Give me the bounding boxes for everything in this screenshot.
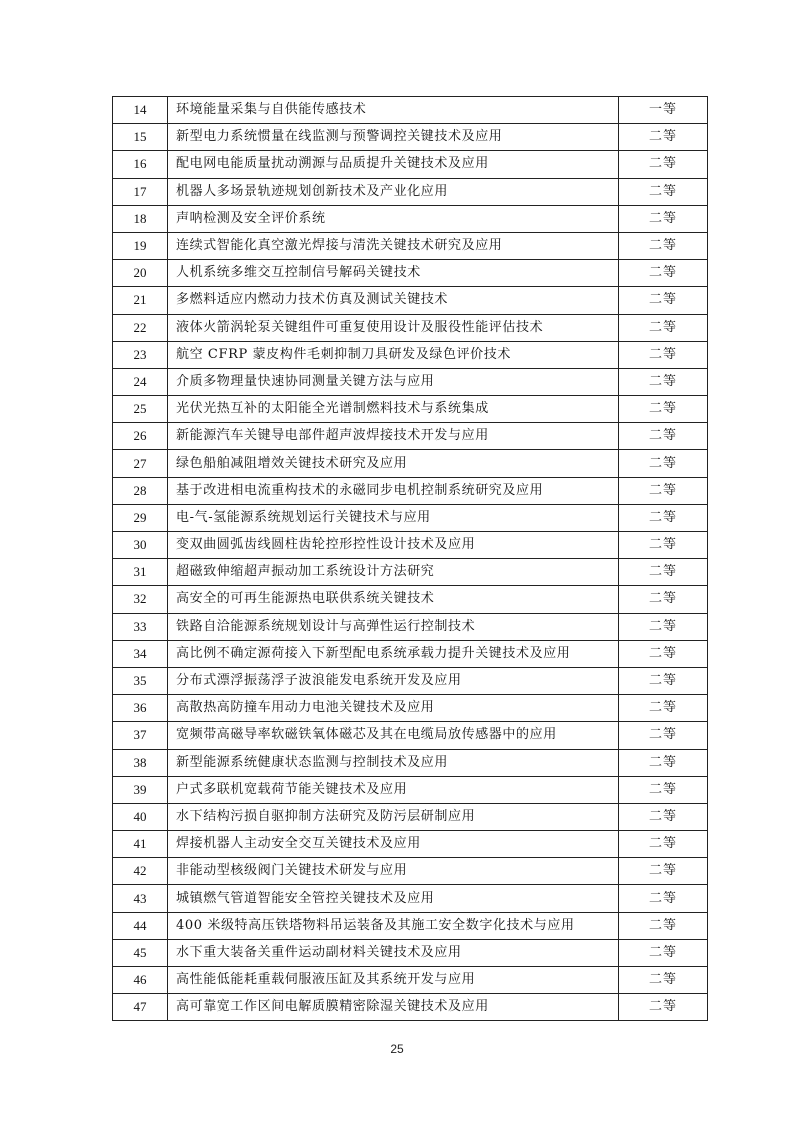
project-title-cell: 400 米级特高压铁塔物料吊运装备及其施工安全数字化技术与应用 bbox=[168, 912, 619, 939]
table-row bbox=[113, 613, 708, 640]
row-number-cell: 32 bbox=[113, 586, 168, 613]
table-row bbox=[113, 722, 708, 749]
award-grade-cell: 一等 bbox=[619, 97, 708, 124]
row-number-cell: 26 bbox=[113, 423, 168, 450]
award-grade-cell: 二等 bbox=[619, 532, 708, 559]
row-number-cell: 34 bbox=[113, 640, 168, 667]
table-row bbox=[113, 939, 708, 966]
project-title-cell: 焊接机器人主动安全交互关键技术及应用 bbox=[168, 831, 619, 858]
award-grade-cell: 二等 bbox=[619, 776, 708, 803]
project-title-cell: 液体火箭涡轮泵关键组件可重复使用设计及服役性能评估技术 bbox=[168, 314, 619, 341]
row-number-cell: 45 bbox=[113, 939, 168, 966]
award-grade-cell: 二等 bbox=[619, 178, 708, 205]
table-row bbox=[113, 504, 708, 531]
table-row bbox=[113, 97, 708, 124]
award-grade-cell: 二等 bbox=[619, 667, 708, 694]
row-number-cell: 15 bbox=[113, 124, 168, 151]
row-number-cell: 28 bbox=[113, 477, 168, 504]
project-title-cell: 高比例不确定源荷接入下新型配电系统承载力提升关键技术及应用 bbox=[168, 640, 619, 667]
project-title-cell: 光伏光热互补的太阳能全光谱制燃料技术与系统集成 bbox=[168, 396, 619, 423]
table-row bbox=[113, 749, 708, 776]
award-grade-cell: 二等 bbox=[619, 314, 708, 341]
award-grade-cell: 二等 bbox=[619, 287, 708, 314]
project-title-cell: 水下结构污损自驱抑制方法研究及防污层研制应用 bbox=[168, 803, 619, 830]
row-number-cell: 31 bbox=[113, 559, 168, 586]
row-number-cell: 41 bbox=[113, 831, 168, 858]
project-title-cell: 人机系统多维交互控制信号解码关键技术 bbox=[168, 260, 619, 287]
project-title-cell: 多燃料适应内燃动力技术仿真及测试关键技术 bbox=[168, 287, 619, 314]
row-number-cell: 47 bbox=[113, 994, 168, 1021]
table-row bbox=[113, 912, 708, 939]
project-title-cell: 绿色船舶减阻增效关键技术研究及应用 bbox=[168, 450, 619, 477]
project-title-cell: 分布式漂浮振荡浮子波浪能发电系统开发及应用 bbox=[168, 667, 619, 694]
row-number-cell: 25 bbox=[113, 396, 168, 423]
project-title-cell: 城镇燃气管道智能安全管控关键技术及应用 bbox=[168, 885, 619, 912]
row-number-cell: 27 bbox=[113, 450, 168, 477]
project-title-cell: 新型电力系统惯量在线监测与预警调控关键技术及应用 bbox=[168, 124, 619, 151]
project-title-cell: 户式多联机宽载荷节能关键技术及应用 bbox=[168, 776, 619, 803]
project-title-cell: 高安全的可再生能源热电联供系统关键技术 bbox=[168, 586, 619, 613]
table-row bbox=[113, 994, 708, 1021]
table-row bbox=[113, 423, 708, 450]
row-number-cell: 19 bbox=[113, 232, 168, 259]
award-grade-cell: 二等 bbox=[619, 586, 708, 613]
table-row bbox=[113, 341, 708, 368]
table-row bbox=[113, 831, 708, 858]
award-grade-cell: 二等 bbox=[619, 477, 708, 504]
row-number-cell: 29 bbox=[113, 504, 168, 531]
row-number-cell: 14 bbox=[113, 97, 168, 124]
award-grade-cell: 二等 bbox=[619, 749, 708, 776]
table-row bbox=[113, 396, 708, 423]
row-number-cell: 43 bbox=[113, 885, 168, 912]
table-row bbox=[113, 477, 708, 504]
project-title-cell: 基于改进相电流重构技术的永磁同步电机控制系统研究及应用 bbox=[168, 477, 619, 504]
award-grade-cell: 二等 bbox=[619, 124, 708, 151]
table-row bbox=[113, 151, 708, 178]
award-grade-cell: 二等 bbox=[619, 803, 708, 830]
award-table bbox=[112, 96, 708, 1021]
project-title-cell: 配电网电能质量扰动溯源与品质提升关键技术及应用 bbox=[168, 151, 619, 178]
award-grade-cell: 二等 bbox=[619, 858, 708, 885]
project-title-cell: 新型能源系统健康状态监测与控制技术及应用 bbox=[168, 749, 619, 776]
row-number-cell: 22 bbox=[113, 314, 168, 341]
project-title-cell: 环境能量采集与自供能传感技术 bbox=[168, 97, 619, 124]
table-row bbox=[113, 532, 708, 559]
row-number-cell: 33 bbox=[113, 613, 168, 640]
row-number-cell: 30 bbox=[113, 532, 168, 559]
row-number-cell: 44 bbox=[113, 912, 168, 939]
row-number-cell: 38 bbox=[113, 749, 168, 776]
table-row bbox=[113, 667, 708, 694]
row-number-cell: 18 bbox=[113, 205, 168, 232]
row-number-cell: 46 bbox=[113, 967, 168, 994]
row-number-cell: 36 bbox=[113, 695, 168, 722]
project-title-cell: 变双曲圆弧齿线圆柱齿轮控形控性设计技术及应用 bbox=[168, 532, 619, 559]
project-title-cell: 铁路自洽能源系统规划设计与高弹性运行控制技术 bbox=[168, 613, 619, 640]
project-title-cell: 高可靠宽工作区间电解质膜精密除湿关键技术及应用 bbox=[168, 994, 619, 1021]
table-row bbox=[113, 368, 708, 395]
award-grade-cell: 二等 bbox=[619, 396, 708, 423]
award-grade-cell: 二等 bbox=[619, 994, 708, 1021]
table-row bbox=[113, 967, 708, 994]
table-row bbox=[113, 776, 708, 803]
row-number-cell: 35 bbox=[113, 667, 168, 694]
award-grade-cell: 二等 bbox=[619, 967, 708, 994]
award-grade-cell: 二等 bbox=[619, 939, 708, 966]
row-number-cell: 42 bbox=[113, 858, 168, 885]
award-grade-cell: 二等 bbox=[619, 205, 708, 232]
row-number-cell: 24 bbox=[113, 368, 168, 395]
table-row bbox=[113, 314, 708, 341]
award-grade-cell: 二等 bbox=[619, 885, 708, 912]
project-title-cell: 机器人多场景轨迹规划创新技术及产业化应用 bbox=[168, 178, 619, 205]
page-number: 25 bbox=[390, 1042, 404, 1056]
table-row bbox=[113, 885, 708, 912]
project-title-cell: 高散热高防撞车用动力电池关键技术及应用 bbox=[168, 695, 619, 722]
award-grade-cell: 二等 bbox=[619, 368, 708, 395]
award-grade-cell: 二等 bbox=[619, 559, 708, 586]
project-title-cell: 高性能低能耗重载伺服液压缸及其系统开发与应用 bbox=[168, 967, 619, 994]
table-row bbox=[113, 124, 708, 151]
project-title-cell: 非能动型核级阀门关键技术研发与应用 bbox=[168, 858, 619, 885]
award-grade-cell: 二等 bbox=[619, 450, 708, 477]
award-grade-cell: 二等 bbox=[619, 613, 708, 640]
project-title-cell: 航空 CFRP 蒙皮构件毛刺抑制刀具研发及绿色评价技术 bbox=[168, 341, 619, 368]
table-row bbox=[113, 260, 708, 287]
project-title-cell: 电-气-氢能源系统规划运行关键技术与应用 bbox=[168, 504, 619, 531]
row-number-cell: 21 bbox=[113, 287, 168, 314]
table-row bbox=[113, 640, 708, 667]
row-number-cell: 37 bbox=[113, 722, 168, 749]
table-row bbox=[113, 803, 708, 830]
award-grade-cell: 二等 bbox=[619, 504, 708, 531]
award-grade-cell: 二等 bbox=[619, 151, 708, 178]
award-table-body bbox=[113, 97, 708, 1021]
award-grade-cell: 二等 bbox=[619, 912, 708, 939]
table-row bbox=[113, 232, 708, 259]
project-title-cell: 连续式智能化真空激光焊接与清洗关键技术研究及应用 bbox=[168, 232, 619, 259]
award-grade-cell: 二等 bbox=[619, 640, 708, 667]
row-number-cell: 40 bbox=[113, 803, 168, 830]
row-number-cell: 39 bbox=[113, 776, 168, 803]
project-title-cell: 声呐检测及安全评价系统 bbox=[168, 205, 619, 232]
row-number-cell: 20 bbox=[113, 260, 168, 287]
award-grade-cell: 二等 bbox=[619, 831, 708, 858]
table-row bbox=[113, 178, 708, 205]
project-title-cell: 宽频带高磁导率软磁铁氧体磁芯及其在电缆局放传感器中的应用 bbox=[168, 722, 619, 749]
project-title-cell: 新能源汽车关键导电部件超声波焊接技术开发与应用 bbox=[168, 423, 619, 450]
project-title-cell: 水下重大装备关重件运动副材料关键技术及应用 bbox=[168, 939, 619, 966]
table-row bbox=[113, 287, 708, 314]
award-grade-cell: 二等 bbox=[619, 423, 708, 450]
table-row bbox=[113, 858, 708, 885]
table-row bbox=[113, 586, 708, 613]
project-title-cell: 超磁致伸缩超声振动加工系统设计方法研究 bbox=[168, 559, 619, 586]
award-grade-cell: 二等 bbox=[619, 341, 708, 368]
project-title-cell: 介质多物理量快速协同测量关键方法与应用 bbox=[168, 368, 619, 395]
award-grade-cell: 二等 bbox=[619, 260, 708, 287]
table-row bbox=[113, 205, 708, 232]
row-number-cell: 16 bbox=[113, 151, 168, 178]
row-number-cell: 23 bbox=[113, 341, 168, 368]
table-row bbox=[113, 450, 708, 477]
award-grade-cell: 二等 bbox=[619, 232, 708, 259]
award-grade-cell: 二等 bbox=[619, 722, 708, 749]
table-row bbox=[113, 559, 708, 586]
award-grade-cell: 二等 bbox=[619, 695, 708, 722]
row-number-cell: 17 bbox=[113, 178, 168, 205]
table-row bbox=[113, 695, 708, 722]
